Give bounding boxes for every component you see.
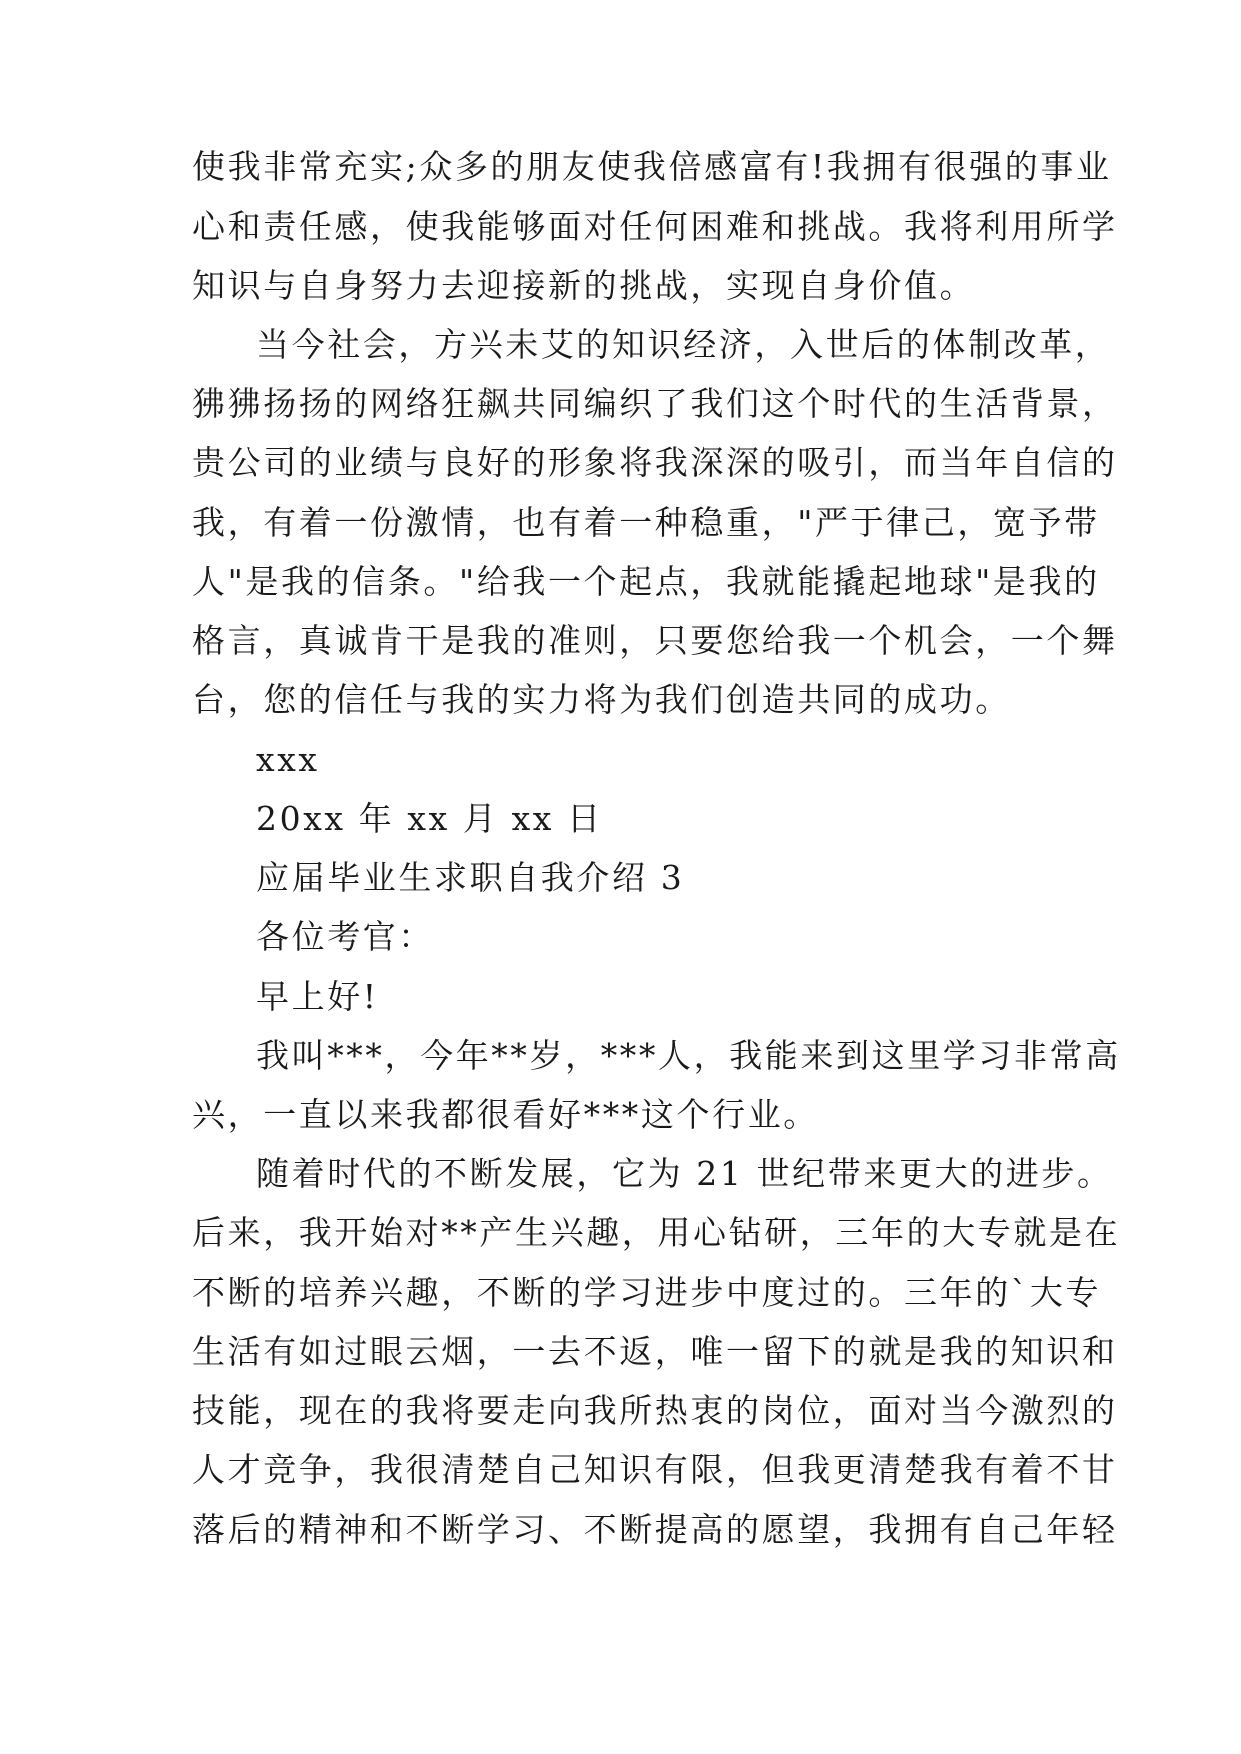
- text-line: 格言，真诚肯干是我的准则，只要您给我一个机会，一个舞: [192, 621, 1118, 660]
- section-title: 应届毕业生求职自我介绍 3: [256, 858, 685, 897]
- paragraph-first-line: 当今社会，方兴未艾的知识经济，入世后的体制改革，: [256, 325, 1111, 364]
- text-line: 狒狒扬扬的网络狂飙共同编织了我们这个时代的生活背景，: [192, 384, 1118, 423]
- signature-date: 20xx 年 xx 月 xx 日: [256, 799, 603, 838]
- paragraph-first-line: 随着时代的不断发展，它为 21 世纪带来更大的进步。: [256, 1154, 1113, 1193]
- text-line: 生活有如过眼云烟，一去不返，唯一留下的就是我的知识和: [192, 1332, 1118, 1371]
- signature-name: xxx: [256, 740, 320, 779]
- text-line: 技能，现在的我将要走向我所热衷的岗位，面对当今激烈的: [192, 1391, 1118, 1430]
- text-line: 兴，一直以来我都很看好***这个行业。: [192, 1095, 819, 1134]
- text-line: 心和责任感，使我能够面对任何困难和挑战。我将利用所学: [192, 207, 1118, 246]
- text-line: 知识与自身努力去迎接新的挑战，实现自身价值。: [192, 266, 976, 305]
- text-line: 不断的培养兴趣，不断的学习进步中度过的。三年的`大专: [192, 1273, 1102, 1312]
- text-line: 使我非常充实;众多的朋友使我倍感富有!我拥有很强的事业: [192, 147, 1112, 186]
- text-line: 我，有着一份激情，也有着一种稳重，"严于律己，宽予带: [192, 503, 1100, 542]
- text-line: 落后的精神和不断学习、不断提高的愿望，我拥有自己年轻: [192, 1510, 1118, 1549]
- paragraph-first-line: 我叫***，今年**岁，***人，我能来到这里学习非常高: [256, 1036, 1121, 1075]
- text-line: 人"是我的信条。"给我一个起点，我就能撬起地球"是我的: [192, 562, 1100, 601]
- greeting: 早上好!: [256, 977, 379, 1016]
- text-line: 人才竞争，我很清楚自己知识有限，但我更清楚我有着不甘: [192, 1450, 1118, 1489]
- text-line: 贵公司的业绩与良好的形象将我深深的吸引，而当年自信的: [192, 443, 1118, 482]
- text-line: 后来，我开始对**产生兴趣，用心钻研，三年的大专就是在: [192, 1213, 1121, 1252]
- salutation: 各位考官：: [256, 917, 434, 956]
- text-line: 台，您的信任与我的实力将为我们创造共同的成功。: [192, 680, 1011, 719]
